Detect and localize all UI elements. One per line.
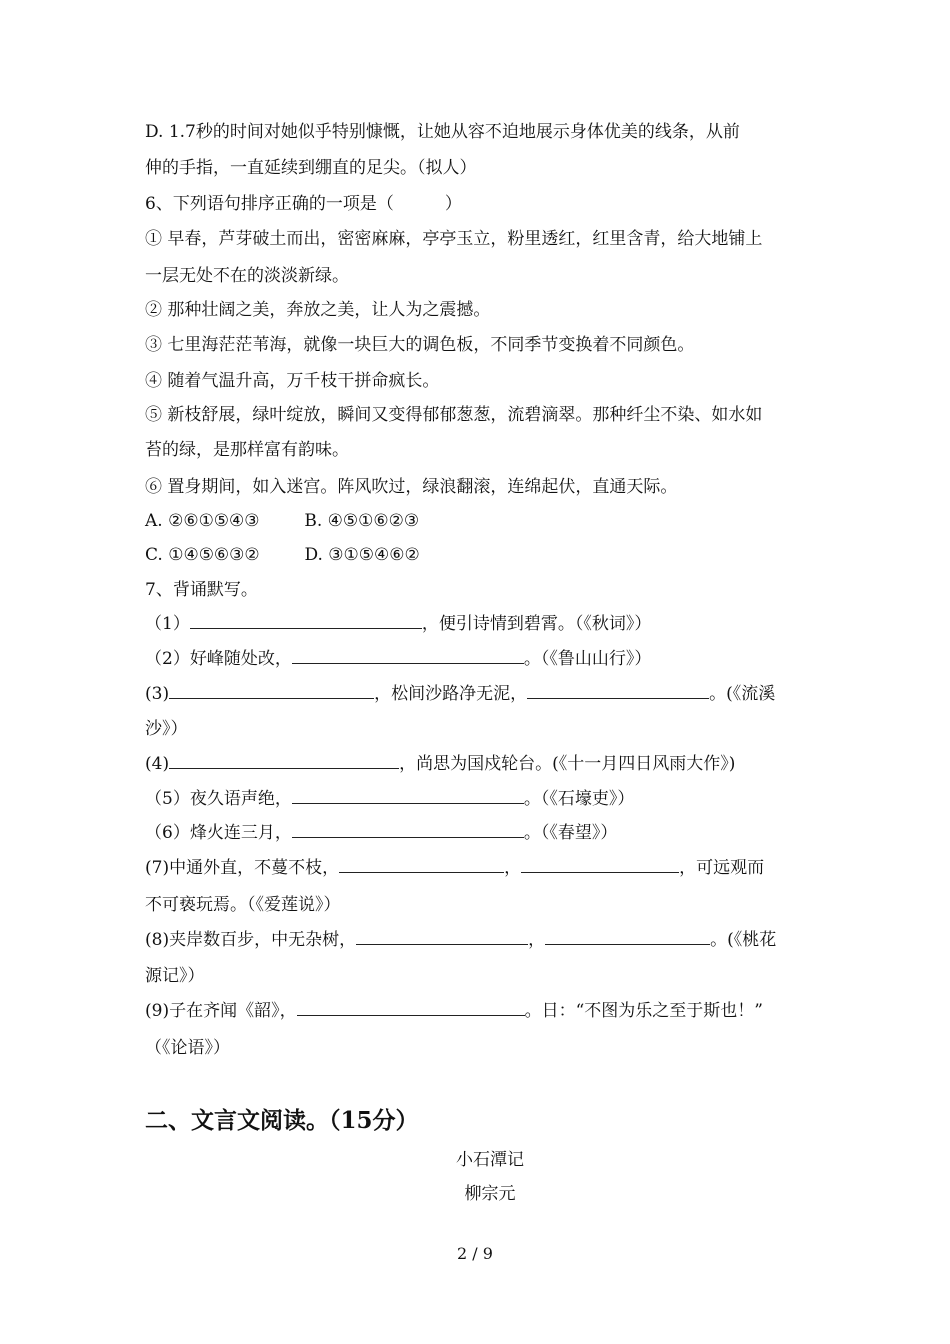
answer-blank[interactable] bbox=[339, 857, 504, 873]
sentence-6: ⑥ 置身期间，如入迷宫。阵风吹过，绿浪翻滚，连绵起伏，直通天际。 bbox=[145, 477, 678, 497]
option-d-line-2: 伸的手指，一直延续到绷直的足尖。（拟人） bbox=[145, 158, 477, 178]
question-7-title: 7、背诵默写。 bbox=[145, 580, 258, 600]
option-a: A. ②⑥①⑤④③ bbox=[145, 511, 260, 531]
options-row-cd bbox=[145, 543, 815, 567]
recite-item-6: （6）烽火连三月， 。（《春望》） bbox=[145, 823, 618, 843]
sentence-5-line-2: 苔的绿，是那样富有韵味。 bbox=[145, 440, 349, 460]
sentence-3: ③ 七里海茫茫苇海，就像一块巨大的调色板，不同季节变换着不同颜色。 bbox=[145, 335, 695, 355]
page-number: 2 / 9 bbox=[457, 1244, 493, 1263]
sentence-1-line-1: ① 早春，芦芽破土而出，密密麻麻，亭亭玉立，粉里透红，红里含青，给大地铺上 bbox=[145, 229, 763, 249]
sentence-4: ④ 随着气温升高，万千枝干拼命疯长。 bbox=[145, 371, 440, 391]
answer-blank[interactable] bbox=[190, 613, 422, 629]
option-b: B. ④⑤①⑥②③ bbox=[304, 511, 420, 531]
recite-item-1: （1） ，便引诗情到碧霄。（《秋词》） bbox=[145, 614, 652, 634]
recite-item-9-continued: （《论语》） bbox=[145, 1038, 230, 1058]
answer-blank[interactable] bbox=[545, 929, 710, 945]
answer-blank[interactable] bbox=[169, 753, 399, 769]
section-2-heading: 二、文言文阅读。（15分） bbox=[145, 1107, 419, 1134]
answer-blank[interactable] bbox=[292, 788, 524, 804]
sentence-2: ② 那种壮阔之美，奔放之美，让人为之震撼。 bbox=[145, 300, 491, 320]
recite-item-4: (4) ，尚思为国戍轮台。(《十一月四日风雨大作》) bbox=[145, 754, 736, 774]
recite-item-7-continued: 不可亵玩焉。（《爱莲说》） bbox=[145, 895, 341, 915]
option-d: D. ③①⑤④⑥② bbox=[304, 545, 420, 565]
options-row-ab bbox=[145, 509, 815, 533]
recite-item-5: （5）夜久语声绝， 。（《石壕吏》） bbox=[145, 789, 635, 809]
recite-item-3-continued: 沙》） bbox=[145, 719, 188, 739]
recite-item-7: (7)中通外直，不蔓不枝， ， ，可远观而 bbox=[145, 858, 765, 878]
recite-item-8-continued: 源记》） bbox=[145, 966, 205, 986]
option-d-line-1: D. 1.7秒的时间对她似乎特别慷慨，让她从容不迫地展示身体优美的线条，从前 bbox=[145, 122, 740, 142]
question-6-title: 6、下列语句排序正确的一项是（ ） bbox=[145, 194, 462, 214]
option-c: C. ①④⑤⑥③② bbox=[145, 545, 260, 565]
sentence-1-line-2: 一层无处不在的淡淡新绿。 bbox=[145, 266, 349, 286]
answer-blank[interactable] bbox=[356, 929, 528, 945]
passage-title: 小石潭记 bbox=[456, 1150, 524, 1170]
answer-blank[interactable] bbox=[169, 683, 374, 699]
recite-item-9: (9)子在齐闻《韶》， 。日：“不图为乐之至于斯也！” bbox=[145, 1001, 763, 1021]
answer-blank[interactable] bbox=[527, 683, 709, 699]
recite-item-2: （2）好峰随处改， 。（《鲁山山行》） bbox=[145, 649, 652, 669]
answer-blank[interactable] bbox=[297, 1000, 525, 1016]
sentence-5-line-1: ⑤ 新枝舒展，绿叶绽放，瞬间又变得郁郁葱葱，流碧滴翠。那种纤尘不染、如水如 bbox=[145, 405, 763, 425]
recite-item-8: (8)夹岸数百步，中无杂树， ， 。(《桃花 bbox=[145, 930, 777, 950]
answer-blank[interactable] bbox=[521, 857, 679, 873]
answer-blank[interactable] bbox=[292, 648, 524, 664]
passage-author: 柳宗元 bbox=[464, 1184, 516, 1204]
answer-blank[interactable] bbox=[292, 822, 524, 838]
recite-item-3: (3) ，松间沙路净无泥， 。(《流溪 bbox=[145, 684, 776, 704]
